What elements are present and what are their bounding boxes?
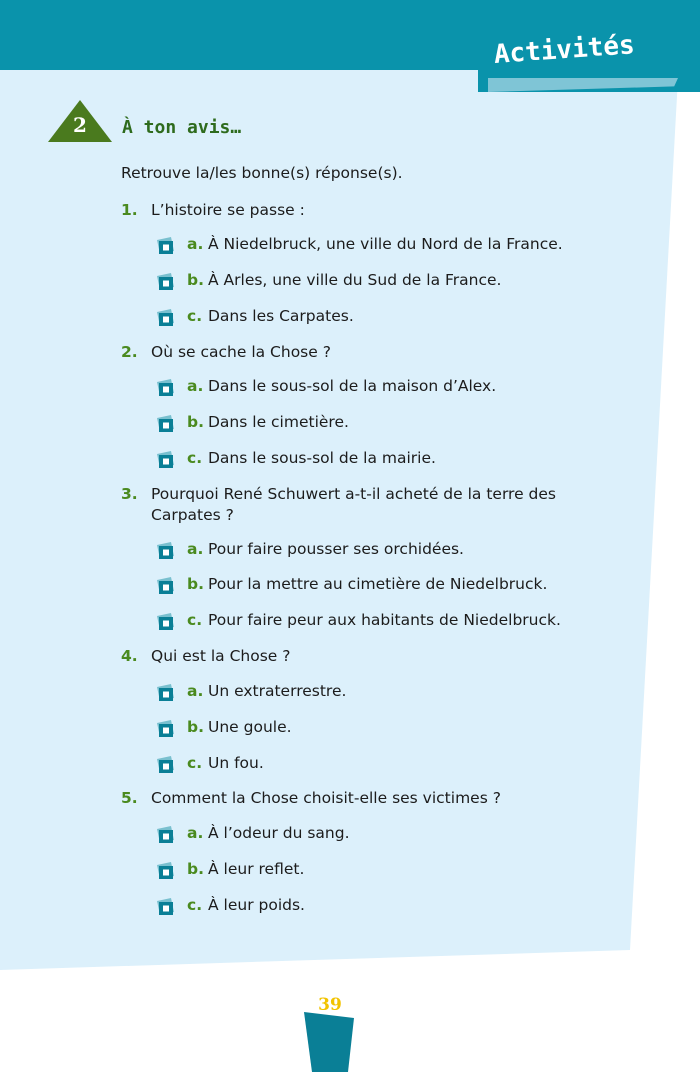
- option-letter: a.: [187, 235, 204, 253]
- checkbox-icon[interactable]: [155, 756, 177, 776]
- option-text: Un fou.: [208, 754, 264, 772]
- checkbox-icon[interactable]: [155, 273, 177, 293]
- option-letter: c.: [187, 754, 203, 772]
- option-text: Pour faire pousser ses orchidées.: [208, 540, 464, 558]
- option-text: À Arles, une ville du Sud de la France.: [208, 271, 502, 289]
- question-5: [121, 788, 561, 809]
- question-number: 4.: [121, 647, 138, 665]
- option-letter: c.: [187, 896, 203, 914]
- option-text: Un extraterrestre.: [208, 682, 347, 700]
- option-text: À leur reflet.: [208, 860, 305, 878]
- question-number: 5.: [121, 789, 138, 807]
- checkbox-icon[interactable]: [155, 684, 177, 704]
- option-letter: a.: [187, 377, 204, 395]
- option-letter: b.: [187, 718, 204, 736]
- question-text: Pourquoi René Schuwert a-t-il acheté de la terre des Carpates ?: [151, 485, 556, 524]
- option-text: Dans le cimetière.: [208, 413, 349, 431]
- question-number: 2.: [121, 343, 138, 361]
- exercise-badge: [48, 100, 112, 142]
- section-title: Activités: [492, 30, 636, 70]
- checkbox-icon[interactable]: [155, 451, 177, 471]
- question-2: [121, 342, 561, 363]
- exercise-instruction: Retrouve la/les bonne(s) réponse(s).: [121, 164, 403, 182]
- page-number: 39: [318, 995, 342, 1015]
- option-text: Dans le sous-sol de la mairie.: [208, 449, 436, 467]
- checkbox-icon[interactable]: [155, 415, 177, 435]
- exercise-number: 2: [73, 113, 87, 137]
- checkbox-icon[interactable]: [155, 898, 177, 918]
- question-text: L’histoire se passe :: [151, 201, 305, 219]
- option-text: Dans le sous-sol de la maison d’Alex.: [208, 377, 497, 395]
- option-text: À Niedelbruck, une ville du Nord de la France.: [208, 235, 563, 253]
- option-letter: c.: [187, 611, 203, 629]
- option-letter: b.: [187, 271, 204, 289]
- option-letter: c.: [187, 449, 203, 467]
- checkbox-icon[interactable]: [155, 613, 177, 633]
- question-3: [121, 484, 561, 526]
- option-text: À l’odeur du sang.: [208, 824, 350, 842]
- question-text: Comment la Chose choisit-elle ses victimes ?: [151, 789, 501, 807]
- page-tab: [304, 1012, 354, 1072]
- option-letter: b.: [187, 860, 204, 878]
- checkbox-icon[interactable]: [155, 542, 177, 562]
- option-letter: a.: [187, 824, 204, 842]
- question-1: [121, 200, 561, 221]
- option-letter: a.: [187, 540, 204, 558]
- option-text: Pour faire peur aux habitants de Niedelbruck.: [208, 611, 561, 629]
- checkbox-icon[interactable]: [155, 237, 177, 257]
- checkbox-icon[interactable]: [155, 309, 177, 329]
- option-letter: a.: [187, 682, 204, 700]
- exercise-title: À ton avis…: [122, 117, 242, 138]
- option-text: Pour la mettre au cimetière de Niedelbruck.: [208, 575, 548, 593]
- question-number: 1.: [121, 201, 138, 219]
- checkbox-icon[interactable]: [155, 720, 177, 740]
- checkbox-icon[interactable]: [155, 862, 177, 882]
- question-text: Qui est la Chose ?: [151, 647, 291, 665]
- option-letter: c.: [187, 307, 203, 325]
- option-text: Dans les Carpates.: [208, 307, 354, 325]
- question-text: Où se cache la Chose ?: [151, 343, 331, 361]
- option-text: Une goule.: [208, 718, 292, 736]
- question-4: [121, 646, 561, 667]
- checkbox-icon[interactable]: [155, 826, 177, 846]
- option-text: À leur poids.: [208, 896, 305, 914]
- question-number: 3.: [121, 485, 138, 503]
- checkbox-icon[interactable]: [155, 577, 177, 597]
- checkbox-icon[interactable]: [155, 379, 177, 399]
- option-letter: b.: [187, 575, 204, 593]
- option-letter: b.: [187, 413, 204, 431]
